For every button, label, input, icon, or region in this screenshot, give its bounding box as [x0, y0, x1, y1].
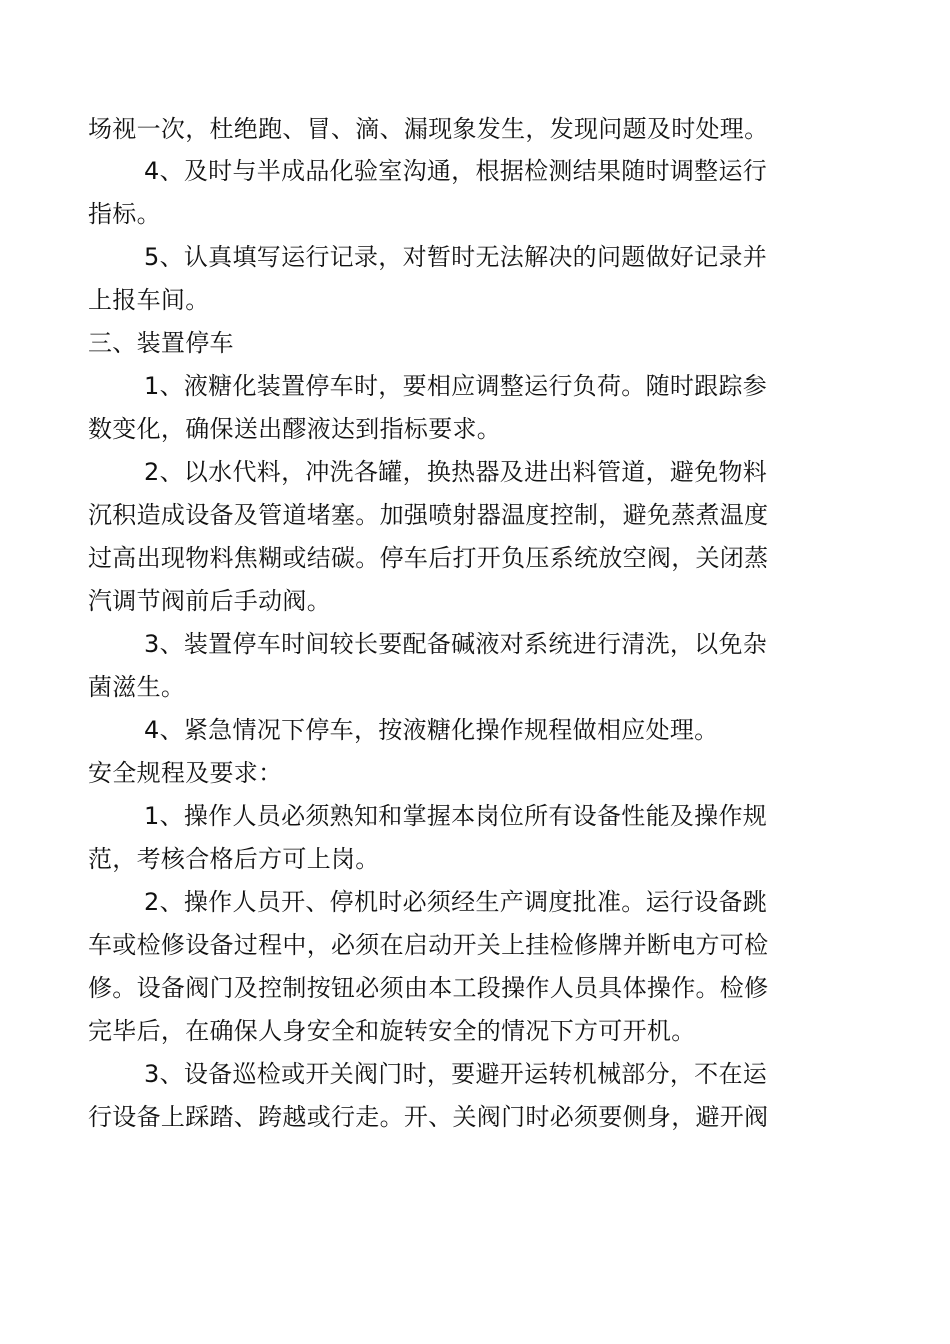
text-line: 场视一次，杜绝跑、冒、滴、漏现象发生，发现问题及时处理。	[88, 115, 769, 143]
paragraph-shutdown-3	[88, 623, 858, 709]
text-line: 修。设备阀门及控制按钮必须由本工段操作人员具体操作。检修	[88, 974, 769, 1002]
paragraph-shutdown-4	[88, 709, 858, 752]
paragraph-item-5	[88, 236, 858, 322]
text-line: 上报车间。	[88, 286, 210, 314]
paragraph-continuation	[88, 108, 858, 151]
text-line: 指标。	[88, 200, 161, 228]
text-line: 汽调节阀前后手动阀。	[88, 587, 331, 615]
text-line: 3、设备巡检或开关阀门时，要避开运转机械部分，不在运	[144, 1060, 768, 1088]
text-line: 4、紧急情况下停车，按液糖化操作规程做相应处理。	[144, 716, 719, 744]
text-line: 范，考核合格后方可上岗。	[88, 845, 380, 873]
text-line: 完毕后，在确保人身安全和旋转安全的情况下方可开机。	[88, 1017, 696, 1045]
section-heading-safety	[88, 752, 858, 795]
text-line: 2、操作人员开、停机时必须经生产调度批准。运行设备跳	[144, 888, 768, 916]
paragraph-safety-2	[88, 881, 858, 1053]
text-line: 5、认真填写运行记录，对暂时无法解决的问题做好记录并	[144, 243, 768, 271]
text-line: 行设备上踩踏、跨越或行走。开、关阀门时必须要侧身，避开阀	[88, 1103, 769, 1131]
text-line: 1、液糖化装置停车时，要相应调整运行负荷。随时跟踪参	[144, 372, 768, 400]
text-line: 沉积造成设备及管道堵塞。加强喷射器温度控制，避免蒸煮温度	[88, 501, 769, 529]
paragraph-shutdown-2	[88, 451, 858, 623]
paragraph-safety-1	[88, 795, 858, 881]
text-line: 过高出现物料焦糊或结碳。停车后打开负压系统放空阀，关闭蒸	[88, 544, 769, 572]
text-line: 车或检修设备过程中，必须在启动开关上挂检修牌并断电方可检	[88, 931, 769, 959]
heading-text: 三、装置停车	[88, 329, 234, 357]
heading-text: 安全规程及要求：	[88, 759, 283, 787]
text-line: 2、以水代料，冲洗各罐，换热器及进出料管道，避免物料	[144, 458, 768, 486]
document-page	[88, 108, 858, 1139]
section-heading-shutdown	[88, 322, 858, 365]
paragraph-item-4	[88, 150, 858, 236]
text-line: 数变化，确保送出醪液达到指标要求。	[88, 415, 502, 443]
paragraph-safety-3	[88, 1053, 858, 1139]
text-line: 1、操作人员必须熟知和掌握本岗位所有设备性能及操作规	[144, 802, 768, 830]
paragraph-shutdown-1	[88, 365, 858, 451]
text-line: 3、装置停车时间较长要配备碱液对系统进行清洗，以免杂	[144, 630, 768, 658]
text-line: 菌滋生。	[88, 673, 186, 701]
text-line: 4、及时与半成品化验室沟通，根据检测结果随时调整运行	[144, 157, 768, 185]
